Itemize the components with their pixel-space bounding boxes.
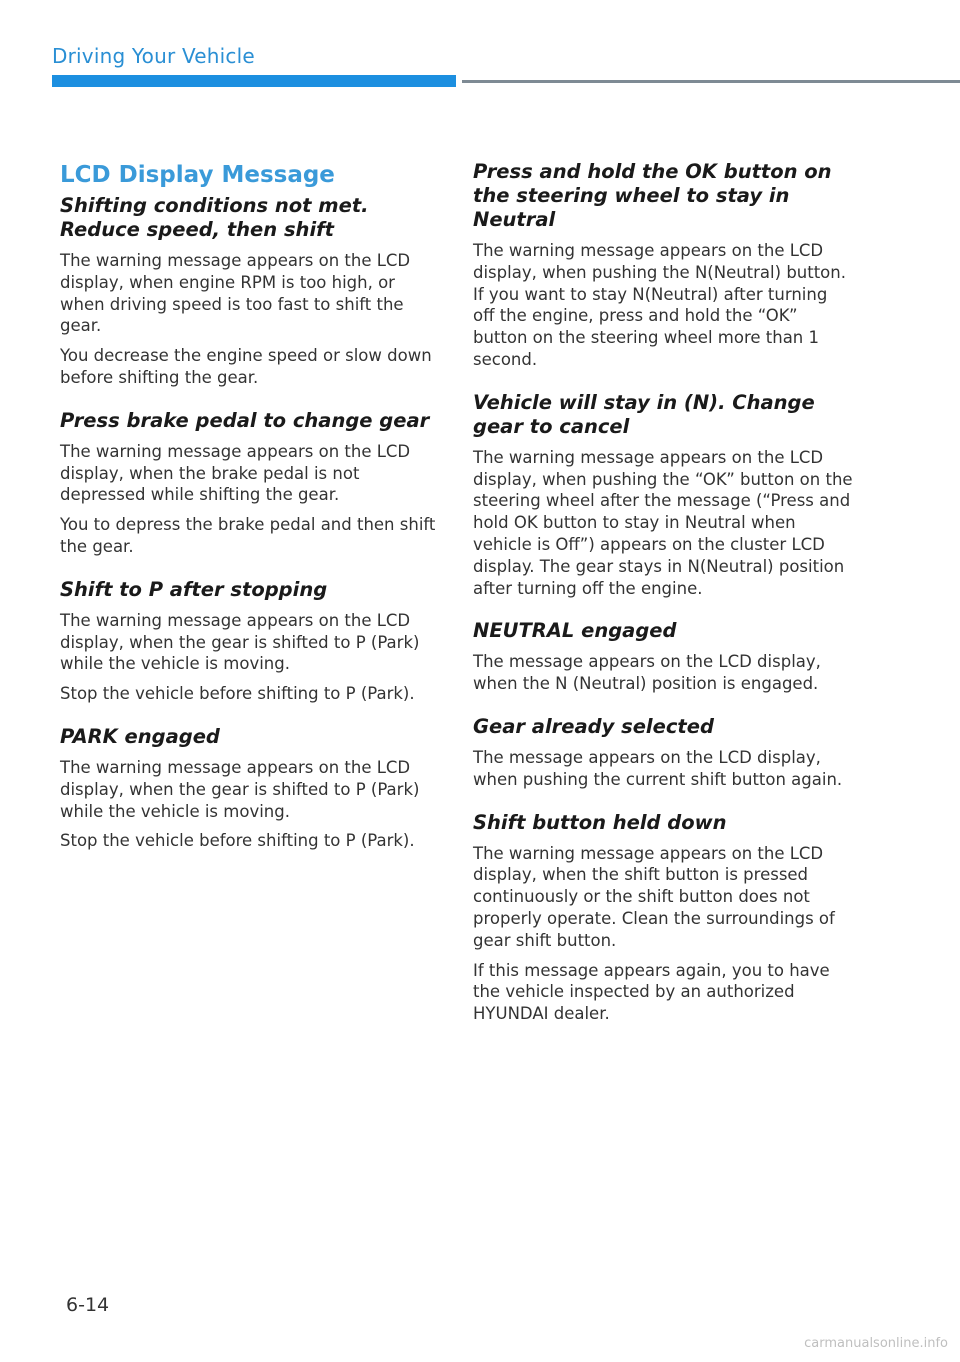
- message-heading: Press brake pedal to change gear: [60, 408, 430, 432]
- page-number: 6-14: [66, 1294, 110, 1316]
- message-description: The warning message appears on the LCD display, when pushing the “OK” button on the steering wheel after the message (“Press and hold OK button to stay in Neutral when vehicle is Off”) appears on the cluster LCD display. The gear stays in N(Neutral) position after turning off the engine.: [473, 447, 853, 598]
- watermark: carmanualsonline.info: [804, 1336, 948, 1351]
- message-heading: Gear already selected: [473, 714, 714, 738]
- section-title: LCD Display Message: [60, 162, 335, 188]
- message-description: The warning message appears on the LCD display, when the brake pedal is not depressed while shifting the gear.: [60, 441, 411, 505]
- header-rule: [462, 80, 960, 83]
- message-action: Stop the vehicle before shifting to P (Park).: [60, 684, 415, 704]
- message-action: You to depress the brake pedal and then shift the gear.: [60, 515, 436, 556]
- message-description: The message appears on the LCD display, when the N (Neutral) position is engaged.: [473, 652, 821, 694]
- message-description: The warning message appears on the LCD display, when the gear is shifted to P (Park) while the vehicle is moving.: [60, 610, 420, 674]
- left-column: [60, 162, 438, 860]
- message-description: The message appears on the LCD display, when pushing the current shift button again.: [473, 747, 843, 789]
- right-column: [473, 160, 853, 1033]
- header-accent-bar: [52, 75, 456, 87]
- message-description: The warning message appears on the LCD display, when engine RPM is too high, or when driving speed is too fast to shift the gear.: [60, 251, 411, 336]
- message-description: The warning message appears on the LCD display, when pushing the N(Neutral) button. If you want to stay N(Neutral) after turning off the engine, press and hold the “OK” button on the steering wheel more than 1 second.: [473, 241, 846, 369]
- message-action: If this message appears again, you to have the vehicle inspected by an authorized HYUNDAI dealer.: [473, 960, 830, 1024]
- message-heading: Vehicle will stay in (N). Change gear to cancel: [473, 390, 815, 438]
- message-heading: Shift to P after stopping: [60, 577, 328, 601]
- message-action: You decrease the engine speed or slow down before shifting the gear.: [60, 346, 432, 387]
- message-heading: Press and hold the OK button on the steering wheel to stay in Neutral: [473, 160, 832, 231]
- message-heading: PARK engaged: [60, 724, 220, 748]
- message-heading: Shift button held down: [473, 810, 727, 834]
- message-heading: NEUTRAL engaged: [473, 619, 677, 643]
- message-heading: Shifting conditions not met. Reduce speed, then shift: [60, 194, 369, 241]
- message-description: The warning message appears on the LCD display, when the gear is shifted to P (Park) while the vehicle is moving.: [60, 757, 420, 821]
- message-action: Stop the vehicle before shifting to P (Park).: [60, 831, 415, 851]
- message-description: The warning message appears on the LCD display, when the shift button is pressed continuously or the shift button does not properly operate. Clean the surroundings of gear shift button.: [473, 843, 835, 950]
- chapter-title: Driving Your Vehicle: [52, 44, 255, 68]
